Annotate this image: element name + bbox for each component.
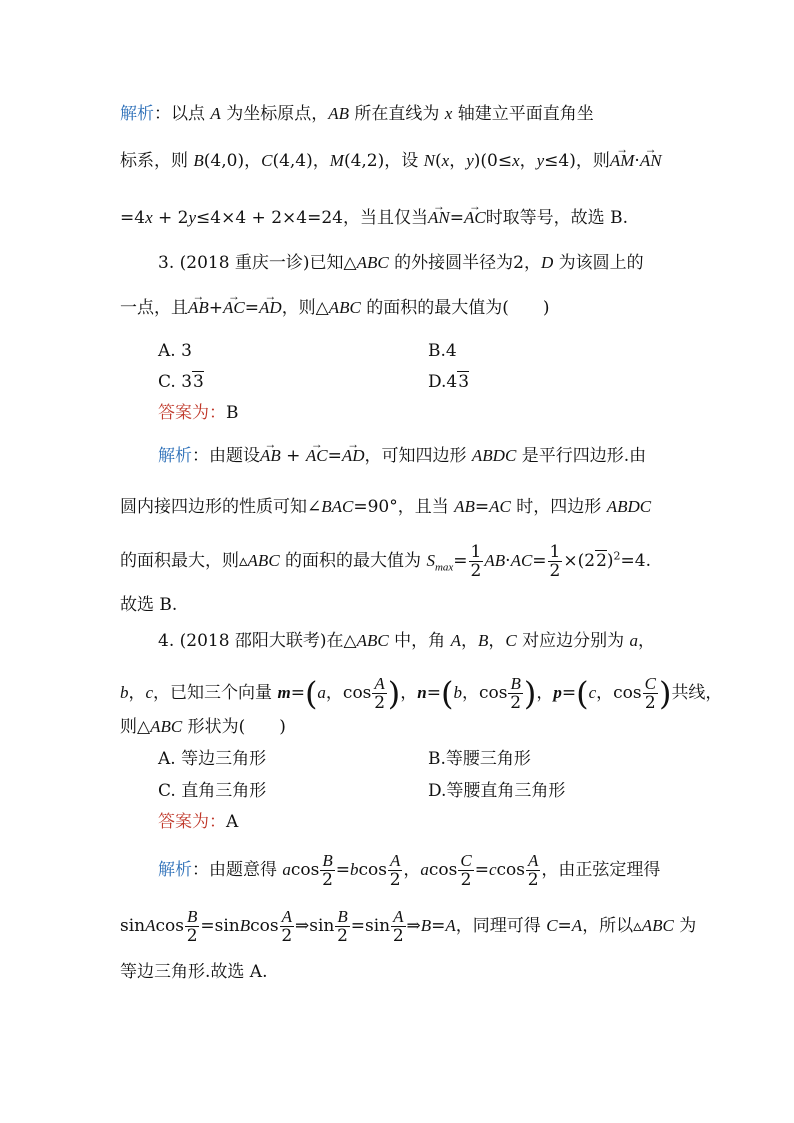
q4-options-row-1 bbox=[158, 748, 531, 770]
q3-solution-line-4: 故选 B. bbox=[120, 595, 178, 615]
q4-option-b: B.等腰三角形 bbox=[428, 749, 531, 769]
solution-label: 解析 bbox=[158, 860, 192, 880]
q3-answer-value: B bbox=[226, 403, 239, 423]
q4-solution-line-3: 等边三角形.故选 A. bbox=[120, 962, 268, 982]
q4-answer-value: A bbox=[226, 812, 239, 832]
q3-stem-line-2: 一点，且→ AB+→ AC=→ AD，则△ABC 的面积的最大值为( ) bbox=[120, 297, 550, 319]
q3-stem-line-1: 3. (2018 重庆一诊)已知△ABC 的外接圆半径为2，D 为该圆上的 bbox=[158, 253, 644, 273]
q3-options-row-2 bbox=[158, 371, 470, 393]
q2-solution-line-2: 标系，则 B(4,0)，C(4,4)，M(4,2)，设 N(x，y)(0≤x，y≤4)，则→ AM·→ AN bbox=[120, 150, 662, 172]
q3-option-c: C. 33 bbox=[158, 372, 204, 392]
solution-label: 解析 bbox=[120, 104, 154, 124]
answer-label: 答案为： bbox=[158, 812, 226, 832]
q4-option-a: A. 等边三角形 bbox=[158, 749, 267, 769]
q4-stem-line-2: b，c，已知三个向量 m=(a，cos $\frac{A}{2}$ )，n=(b，cos $\frac{B}{2}$ )，p=(c，cos $\frac{C}{2}$ )共线， bbox=[120, 674, 723, 713]
q3-options-row-1 bbox=[158, 340, 457, 362]
solution-label: 解析 bbox=[158, 446, 192, 466]
q3-solution-line-2: 圆内接四边形的性质可知∠BAC=90°，且当 AB=AC 时，四边形 ABDC bbox=[120, 497, 652, 517]
q2-solution-line-1: 解析：以点 A 为坐标原点，AB 所在直线为 x 轴建立平面直角坐 bbox=[120, 104, 594, 124]
q4-solution-line-1: 解析：由题意得 acos $\frac{B}{2}$ =bcos $\frac{A}{2}$ ，acos $\frac{C}{2}$ =ccos $\frac{A}{2}$ ，由正弦定理得 bbox=[158, 851, 661, 890]
q3-option-d: D.43 bbox=[428, 372, 470, 392]
q4-solution-line-2: sinAcos $\frac{B}{2}$ =sinBcos $\frac{A}{2}$ ⇒sin $\frac{B}{2}$ =sin $\frac{A}{2}$ ⇒B=A，同理可得 C=A，所以▵ABC 为 bbox=[120, 907, 697, 946]
q2-solution-line-3: =4x + 2y≤4×4 + 2×4=24，当且仅当→ AN=→ AC时取等号，故选 B. bbox=[120, 207, 628, 229]
q4-option-c: C. 直角三角形 bbox=[158, 781, 267, 801]
q3-answer bbox=[158, 402, 239, 424]
answer-label: 答案为： bbox=[158, 403, 226, 423]
q3-solution-line-3: 的面积最大，则▵ABC 的面积的最大值为 $S_{max}=$ $\frac{1}{2}$ AB·AC= $\frac{1}{2}$ $\times(22)^2=4$. bbox=[120, 542, 652, 581]
q4-stem-line-3: 则△ABC 形状为( ) bbox=[120, 717, 286, 737]
q4-option-d: D.等腰直角三角形 bbox=[428, 781, 566, 801]
q4-stem-line-1: 4. (2018 邵阳大联考)在△ABC 中，角 A，B，C 对应边分别为 a， bbox=[158, 631, 655, 651]
q4-options-row-2 bbox=[158, 780, 566, 802]
q3-option-a: A. 3 bbox=[158, 341, 192, 361]
q4-answer bbox=[158, 811, 238, 833]
q3-option-b: B.4 bbox=[428, 341, 457, 361]
q3-solution-line-1: 解析：由题设→ AB + → AC=→ AD，可知四边形 ABDC 是平行四边形.由 bbox=[158, 445, 646, 467]
